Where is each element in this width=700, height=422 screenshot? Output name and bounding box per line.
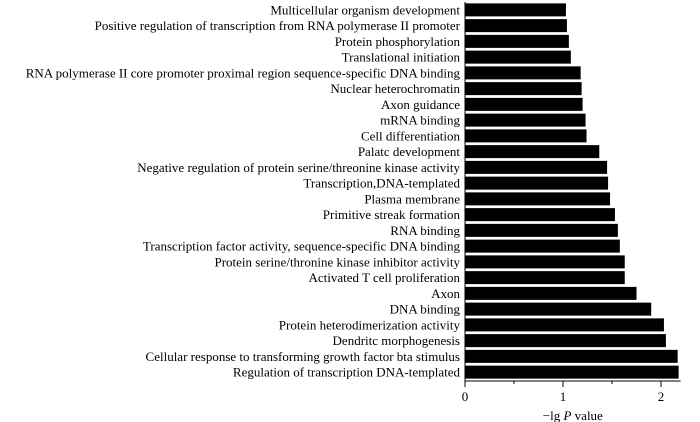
category-label: Palatc development [357, 144, 460, 160]
category-label: Primitive streak formation [322, 207, 460, 223]
bar [465, 114, 586, 127]
bar [465, 366, 679, 379]
category-labels-group [26, 2, 461, 379]
category-label: Transcription,DNA-templated [303, 175, 460, 191]
category-label: Activated T cell proliferation [308, 270, 460, 286]
bar [465, 145, 599, 158]
bar [465, 129, 587, 142]
category-label: DNA binding [389, 301, 460, 317]
bar [465, 208, 615, 221]
x-tick-label: 1 [559, 389, 567, 404]
category-label: Translational initiation [341, 49, 460, 65]
category-label: Protein serine/thronine kinase inhibitor activity [214, 254, 460, 270]
bar [465, 271, 625, 284]
bar [465, 240, 620, 253]
bar [465, 255, 625, 268]
category-label: Dendritc morphogenesis [332, 333, 460, 349]
category-label: Protein phosphorylation [334, 33, 460, 49]
category-label: Nuclear heterochromatin [330, 81, 460, 97]
x-axis-title-suffix: value [571, 408, 603, 422]
x-ticks-group [462, 381, 665, 404]
bar [465, 303, 651, 316]
x-axis-title-prefix: −lg [542, 408, 564, 422]
category-label: Transcription factor activity, sequence-specific DNA binding [142, 238, 460, 254]
bar [465, 224, 618, 237]
category-label: Positive regulation of transcription from RNA polymerase II promoter [94, 18, 460, 34]
bar [465, 177, 608, 190]
category-label: Negative regulation of protein serine/threonine kinase activity [137, 159, 460, 175]
category-label: Cell differentiation [360, 128, 460, 144]
bar [465, 3, 566, 16]
bar [465, 51, 571, 64]
category-label: mRNA binding [380, 112, 460, 128]
category-label: Protein heterodimerization activity [278, 317, 460, 333]
bar [465, 66, 581, 79]
bar [465, 161, 607, 174]
bar [465, 334, 666, 347]
category-label: Plasma membrane [364, 191, 460, 207]
bar [465, 35, 569, 48]
bar [465, 350, 678, 363]
category-label: Axon guidance [380, 96, 460, 112]
x-tick-label: 2 [657, 389, 665, 404]
category-label: Regulation of transcription DNA-templated [232, 364, 460, 380]
bar [465, 98, 583, 111]
category-label: Multicellular organism development [270, 2, 460, 18]
bars-group [465, 3, 679, 378]
category-label: Axon [431, 285, 460, 301]
bar [465, 19, 567, 32]
bar [465, 82, 582, 95]
x-axis-title-italic: P [563, 408, 572, 422]
bar [465, 192, 610, 205]
bar [465, 287, 637, 300]
x-tick-label: 0 [461, 389, 469, 404]
category-label: RNA binding [390, 222, 460, 238]
bar [465, 318, 664, 331]
x-axis-title [543, 408, 603, 422]
category-label: Cellular response to transforming growth factor bta stimulus [145, 348, 460, 364]
category-label: RNA polymerase II core promoter proximal region sequence-specific DNA binding [25, 65, 460, 81]
